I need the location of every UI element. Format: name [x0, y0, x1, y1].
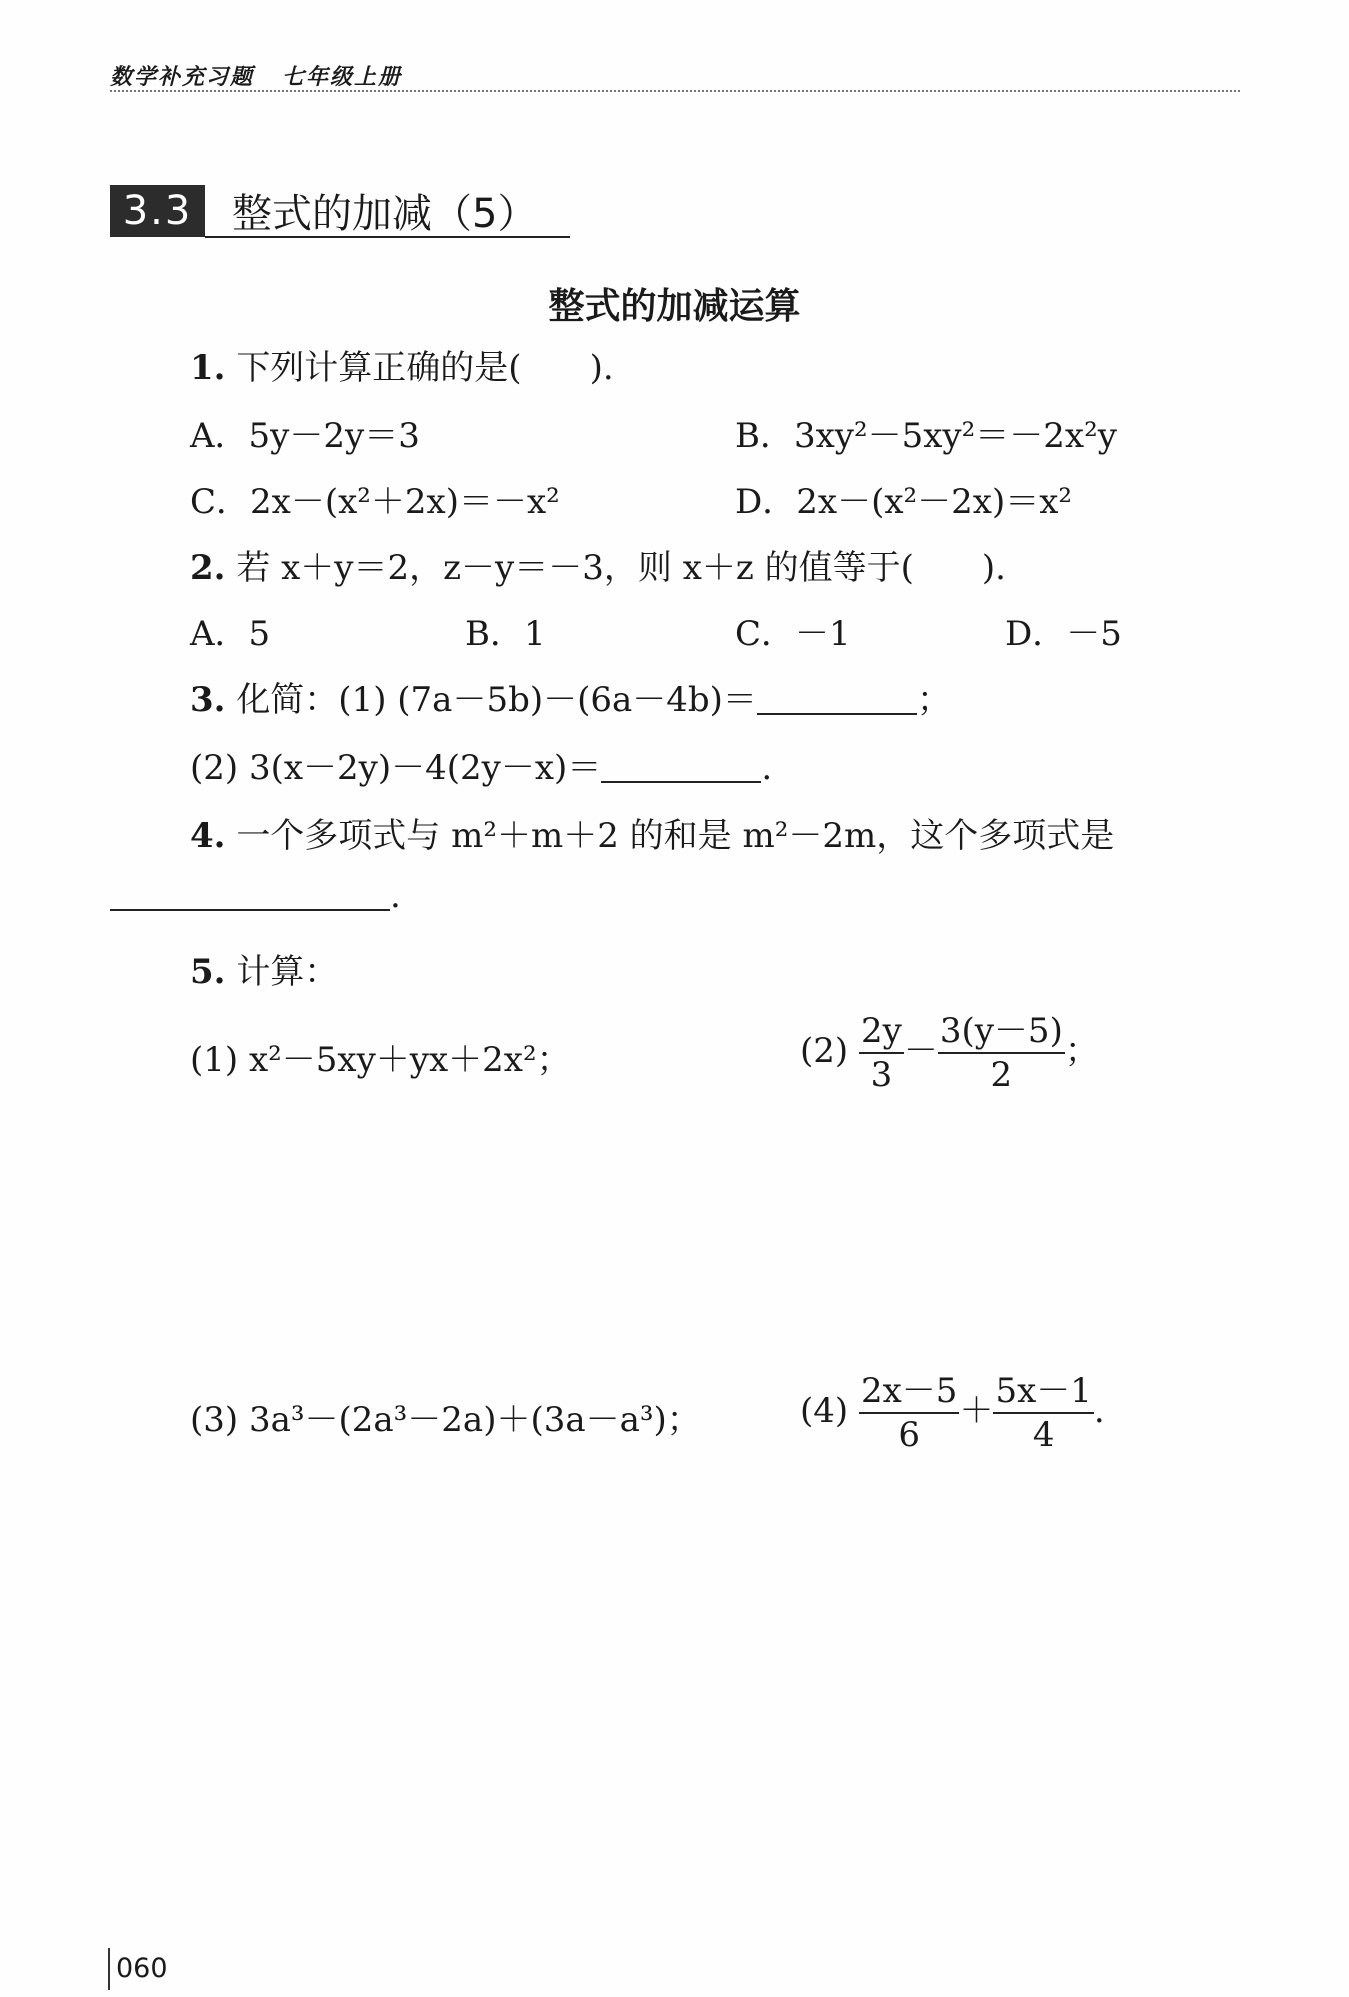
numerator: 2y — [859, 1012, 904, 1054]
answer-blank[interactable] — [110, 879, 390, 911]
question-5-part-4 — [800, 1372, 1105, 1454]
question-text: 化简：(1) (7a－5b)－(6a－4b)＝ — [236, 680, 757, 720]
section-title: 整式的加减（5） — [232, 191, 538, 237]
question-2-option-d: D．－5 — [1005, 614, 1122, 654]
question-1-option-a: A．5y－2y＝3 — [190, 416, 420, 456]
section-underline — [205, 236, 570, 238]
denominator: 4 — [1032, 1415, 1055, 1455]
question-1-option-c: C．2x－(x²＋2x)＝－x² — [190, 482, 560, 522]
question-3-part-1 — [190, 672, 951, 721]
punctuation: . — [761, 748, 773, 788]
fraction — [938, 1012, 1065, 1094]
question-text: 计算： — [236, 952, 339, 992]
operator: ＋ — [959, 1391, 994, 1431]
question-2-stem — [190, 540, 1006, 589]
question-text: 下列计算正确的是( ). — [236, 348, 614, 388]
answer-blank[interactable] — [757, 683, 917, 715]
question-4-stem — [190, 808, 1114, 857]
question-number: 4. — [190, 816, 226, 856]
punctuation: . — [1093, 1391, 1105, 1431]
question-number: 1. — [190, 348, 226, 388]
question-2-option-a: A．5 — [190, 614, 271, 654]
fraction — [859, 1012, 904, 1094]
question-text: 一个多项式与 m²＋m＋2 的和是 m²－2m，这个多项式是 — [236, 816, 1115, 856]
question-2-option-c: C．－1 — [735, 614, 851, 654]
question-text: 若 x＋y＝2，z－y＝－3，则 x＋z 的值等于( ). — [236, 548, 1006, 588]
question-5-stem — [190, 944, 338, 993]
section-number-badge: 3.3 — [110, 185, 205, 237]
numerator: 2x－5 — [859, 1372, 959, 1414]
question-number: 5. — [190, 952, 226, 992]
fraction — [993, 1372, 1093, 1454]
question-4-answer-line — [110, 876, 401, 916]
part-label: (4) — [800, 1391, 849, 1431]
question-1-option-b: B．3xy²－5xy²＝－2x²y — [735, 416, 1117, 456]
punctuation: ； — [1064, 1031, 1099, 1071]
question-5-part-3: (3) 3a³－(2a³－2a)＋(3a－a³)； — [190, 1400, 701, 1440]
question-3-part-2 — [190, 740, 772, 789]
operator: － — [903, 1031, 938, 1071]
question-text: (2) 3(x－2y)－4(2y－x)＝ — [190, 748, 602, 788]
question-5-part-2 — [800, 1012, 1099, 1094]
numerator: 3(y－5) — [938, 1012, 1065, 1054]
page-number: 060 — [108, 1948, 168, 1990]
question-5-part-1: (1) x²－5xy＋yx＋2x²； — [190, 1040, 571, 1080]
denominator: 3 — [870, 1055, 893, 1095]
book-title: 数学补充习题 — [110, 65, 255, 90]
question-number: 2. — [190, 548, 226, 588]
question-number: 3. — [190, 680, 226, 720]
answer-blank[interactable] — [601, 751, 761, 783]
question-2-option-b: B．1 — [465, 614, 546, 654]
topic-title: 整式的加减运算 — [548, 286, 801, 327]
denominator: 2 — [990, 1055, 1013, 1095]
part-label: (2) — [800, 1031, 849, 1071]
punctuation: ； — [916, 680, 951, 720]
header-divider — [110, 90, 1240, 92]
punctuation: . — [390, 876, 401, 916]
running-header — [110, 60, 402, 91]
fraction — [859, 1372, 959, 1454]
denominator: 6 — [898, 1415, 921, 1455]
numerator: 5x－1 — [993, 1372, 1093, 1414]
question-1-option-d: D．2x－(x²－2x)＝x² — [735, 482, 1073, 522]
question-1-stem — [190, 340, 614, 389]
grade-label: 七年级上册 — [282, 65, 403, 90]
